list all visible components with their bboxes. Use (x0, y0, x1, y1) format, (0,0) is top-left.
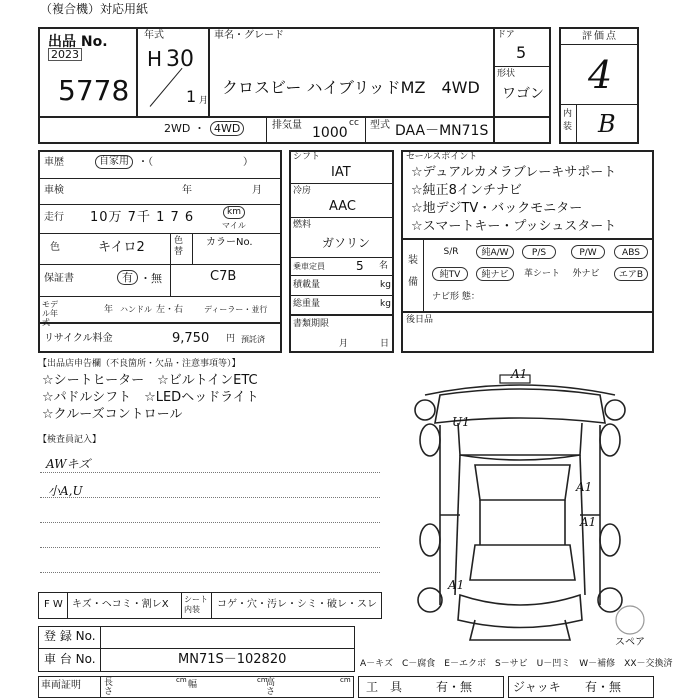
chassis-label: 車 台 No. (44, 652, 96, 666)
recycle-unit: 円 (226, 334, 236, 344)
sales-points-label: セールスポイント (406, 152, 478, 162)
history-label: 車歴 (44, 157, 64, 168)
tools-label: 工 具 (366, 680, 403, 694)
exhibitor-note-3: ☆クルーズコントロール (42, 407, 183, 422)
exhibitor-note-2: ☆パドルシフト ☆LEDヘッドライト (42, 390, 259, 405)
equip-ext-navi: 外ナビ (572, 269, 600, 279)
fuel-label: 燃料 (293, 220, 312, 230)
interior-label: 内装 (563, 109, 573, 132)
year-era: H (147, 47, 163, 71)
cert-width: 幅 (188, 680, 198, 690)
cert-length-unit: cm (176, 676, 187, 684)
weight-label: 総重量 (293, 299, 321, 309)
fw-seat-label: シート内装 (184, 595, 208, 614)
cert-height: 高さ (266, 678, 276, 697)
door-value: 5 (516, 43, 527, 62)
equip-pw: P/W (571, 245, 605, 259)
grade-label: 評価点 (582, 31, 618, 42)
aircon-label: 冷房 (293, 186, 312, 196)
displacement-value: 1000 (312, 125, 348, 141)
fuel-value: ガソリン (322, 236, 371, 250)
equipment-label: 装備 (408, 255, 418, 288)
fw-scratches: キズ・ヘコミ・割レX (72, 599, 169, 610)
car-name-value: クロスビー ハイブリッドMZ 4WD (222, 78, 480, 97)
inspection-month: 月 (252, 185, 262, 196)
drive-2wd: 2WD (164, 122, 191, 135)
mark-left-front: U1 (452, 415, 470, 429)
shape-label: 形状 (497, 69, 516, 79)
equip-abs: ABS (614, 245, 648, 259)
color-change-label: 色替 (174, 236, 184, 257)
mark-right-rear: A1 (580, 515, 597, 529)
color-value: キイロ2 (98, 240, 145, 255)
inspection-year: 年 (182, 185, 192, 196)
mark-left-rear: A1 (448, 578, 465, 592)
equip-ps: P/S (522, 245, 556, 259)
year-label: 年式 (144, 30, 164, 41)
load-unit: kg (380, 280, 391, 290)
mark-right-front: A1 (576, 480, 593, 494)
model-value: DAA－MN71S (395, 123, 489, 139)
aircon-value: AAC (329, 199, 356, 214)
fw-label: F W (44, 599, 63, 610)
equip-tv: 純TV (432, 267, 468, 281)
capacity-value: 5 (356, 259, 364, 273)
inspector-note-2: 小A,U (48, 484, 83, 498)
year-month-unit: 月 (199, 96, 209, 106)
inspector-notes-label: 【検査員記入】 (38, 435, 102, 445)
model-year-year: 年 (104, 305, 114, 315)
delivery-label: 後日品 (406, 315, 434, 325)
model-label: 型式 (370, 120, 390, 131)
warranty-yes: 有 (117, 270, 138, 285)
cert-length: 長さ (104, 678, 114, 697)
load-label: 積載量 (293, 280, 321, 290)
lot-year-tag: 2023 (48, 48, 82, 61)
exhibitor-note-1: ☆シートヒーター ☆ビルトインETC (42, 373, 258, 388)
inspection-label: 車検 (44, 185, 64, 196)
model-year-dealer: ディーラー・並行 (204, 305, 268, 314)
weight-unit: kg (380, 299, 391, 309)
navi-label: ナビ形 態： (432, 292, 480, 302)
recycle-value: 9,750 (172, 331, 210, 346)
car-diagram (400, 365, 655, 655)
spare-label: スペア (615, 637, 645, 648)
interior-value: B (598, 110, 616, 138)
sales-point-4: ☆スマートキー・プッシュスタート (411, 219, 617, 234)
color-no-label: カラーNo. (206, 237, 253, 248)
recycle-label: リサイクル料金 (44, 333, 113, 344)
damage-codes: A－キズ C－腐食 E－エクボ S－サビ U－凹ミ W－補修 XX－交換済 (360, 659, 673, 669)
model-year-label: モデル年式 (42, 300, 58, 327)
reg-deadline-day: 日 (380, 339, 390, 349)
mileage-label: 走行 (44, 212, 64, 223)
capacity-unit: 名 (379, 261, 389, 271)
year-month: 1 (186, 87, 197, 106)
lot-label: 出品 No. (48, 34, 108, 50)
drive-4wd: 4WD (210, 121, 244, 136)
cert-width-unit: cm (257, 676, 268, 684)
tools-value: 有・無 (436, 680, 473, 694)
header-title: （複合機）対応用紙 (40, 2, 149, 16)
inspector-note-1: AWキズ (46, 457, 91, 471)
jack-value: 有・無 (585, 680, 622, 694)
exhibitor-notes-label: 【出品店申告欄（不良箇所・欠品・注意事項等）】 (38, 359, 241, 369)
equip-aw: 純A/W (476, 245, 514, 259)
sales-point-2: ☆純正8インチナビ (411, 183, 522, 198)
mileage-km: km (223, 206, 245, 219)
color-no-value: C7B (210, 269, 237, 284)
jack-label: ジャッキ (513, 680, 561, 694)
displacement-unit: cc (349, 118, 359, 128)
color-label: 色 (50, 242, 60, 253)
equip-leather: 革シート (523, 269, 560, 279)
capacity-label: 乗車定員 (293, 262, 325, 271)
lot-number: 5778 (58, 74, 130, 107)
car-name-label: 車名・グレード (214, 30, 284, 41)
fw-seat: コゲ・穴・汚レ・シミ・破レ・スレ (217, 599, 377, 610)
door-label: ドア (497, 30, 515, 40)
reg-deadline-label: 書類期限 (293, 319, 330, 329)
model-year-handle: ハンドル (120, 305, 152, 314)
grade-value: 4 (588, 53, 613, 97)
sales-point-1: ☆デュアルカメラブレーキサポート (411, 165, 617, 180)
mileage-value: 10万 7千 1 7 6 (90, 210, 195, 225)
mileage-mile: マイル (222, 221, 246, 230)
equip-navi: 純ナビ (476, 267, 514, 281)
registration-label: 登 録 No. (44, 629, 96, 643)
cert-label: 車両証明 (41, 680, 81, 691)
mark-top: A1 (511, 367, 528, 381)
equip-sr: S/R (443, 247, 459, 257)
chassis-value: MN71S－102820 (178, 652, 287, 667)
shift-value: IAT (331, 165, 351, 180)
year-value: 30 (166, 47, 194, 72)
shape-value: ワゴン (502, 86, 544, 102)
warranty-label: 保証書 (44, 273, 74, 284)
history-other: ・（ ） (138, 157, 253, 168)
displacement-label: 排気量 (272, 120, 302, 131)
reg-deadline-month: 月 (339, 339, 349, 349)
cert-height-unit: cm (340, 676, 351, 684)
model-year-lr: 左・右 (156, 305, 184, 315)
sales-point-3: ☆地デジTV・バックモニター (411, 201, 583, 216)
equip-airbag: エアB (614, 267, 648, 281)
warranty-no: ・無 (140, 272, 162, 285)
history-value: 自家用 (95, 155, 133, 169)
recycle-note: 預託済 (241, 335, 265, 344)
shift-label: シフト (293, 152, 321, 162)
